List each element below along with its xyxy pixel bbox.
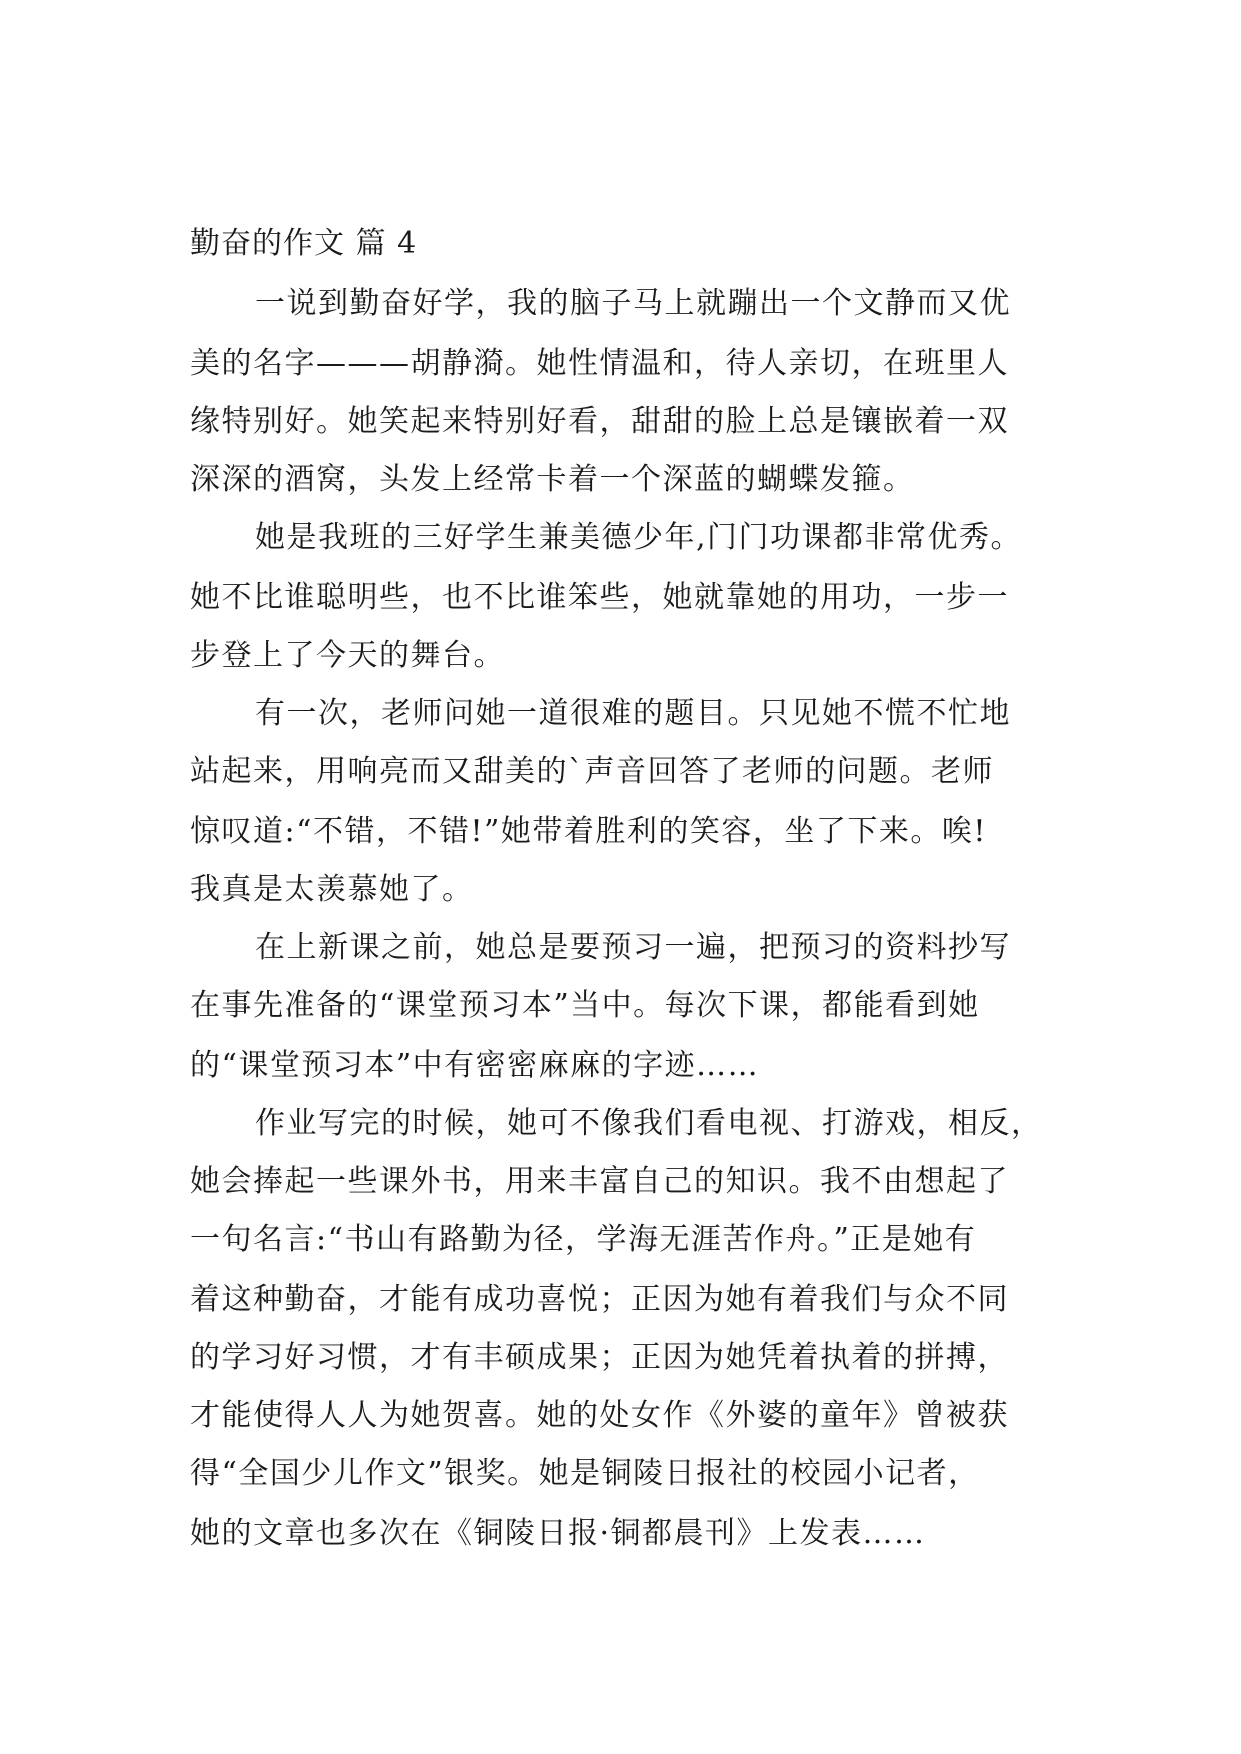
text-line: 我真是太羡慕她了。 <box>190 872 474 907</box>
text-line: 惊叹道:“不错，不错!”她带着胜利的笑容，坐了下来。唉! <box>190 814 987 849</box>
text-line: 作业写完的时候，她可不像我们看电视、打游戏，相反， <box>255 1106 1043 1141</box>
text-line: 她不比谁聪明些，也不比谁笨些，她就靠她的用功，一步一 <box>190 580 1009 615</box>
text-line: 步登上了今天的舞台。 <box>190 638 505 673</box>
text-line: 缘特别好。她笑起来特别好看，甜甜的脸上总是镶嵌着一双 <box>190 404 1009 439</box>
text-line: 深深的酒窝，头发上经常卡着一个深蓝的蝴蝶发箍。 <box>190 462 915 497</box>
text-line: 在事先准备的“课堂预习本”当中。每次下课，都能看到她 <box>190 988 980 1023</box>
text-line: 有一次，老师问她一道很难的题目。只见她不慌不忙地 <box>255 696 1011 731</box>
text-line: 她会捧起一些课外书，用来丰富自己的知识。我不由想起了 <box>190 1164 1009 1199</box>
text-line: 她是我班的三好学生兼美德少年,门门功课都非常优秀。 <box>255 520 1023 555</box>
text-line: 站起来，用响亮而又甜美的`声音回答了老师的问题。老师 <box>190 754 994 789</box>
text-line: 的学习好习惯，才有丰硕成果；正因为她凭着执着的拼搏， <box>190 1340 1009 1375</box>
text-line: 在上新课之前，她总是要预习一遍，把预习的资料抄写 <box>255 930 1011 965</box>
text-line: 一说到勤奋好学，我的脑子马上就蹦出一个文静而又优 <box>255 286 1011 321</box>
text-line: 着这种勤奋，才能有成功喜悦；正因为她有着我们与众不同 <box>190 1282 1009 1317</box>
text-line: 美的名字———胡静漪。她性情温和，待人亲切，在班里人 <box>190 346 1009 381</box>
text-line: 一句名言:“书山有路勤为径，学海无涯苦作舟。”正是她有 <box>190 1222 977 1257</box>
text-line: 的“课堂预习本”中有密密麻麻的字迹…… <box>190 1048 760 1083</box>
text-line: 才能使得人人为她贺喜。她的处女作《外婆的童年》曾被获 <box>190 1398 1009 1433</box>
text-line: 她的文章也多次在《铜陵日报·铜都晨刊》上发表…… <box>190 1516 926 1551</box>
text-line: 得“全国少儿作文”银奖。她是铜陵日报社的校园小记者， <box>190 1456 980 1491</box>
document-title: 勤奋的作文 篇 4 <box>190 226 418 261</box>
